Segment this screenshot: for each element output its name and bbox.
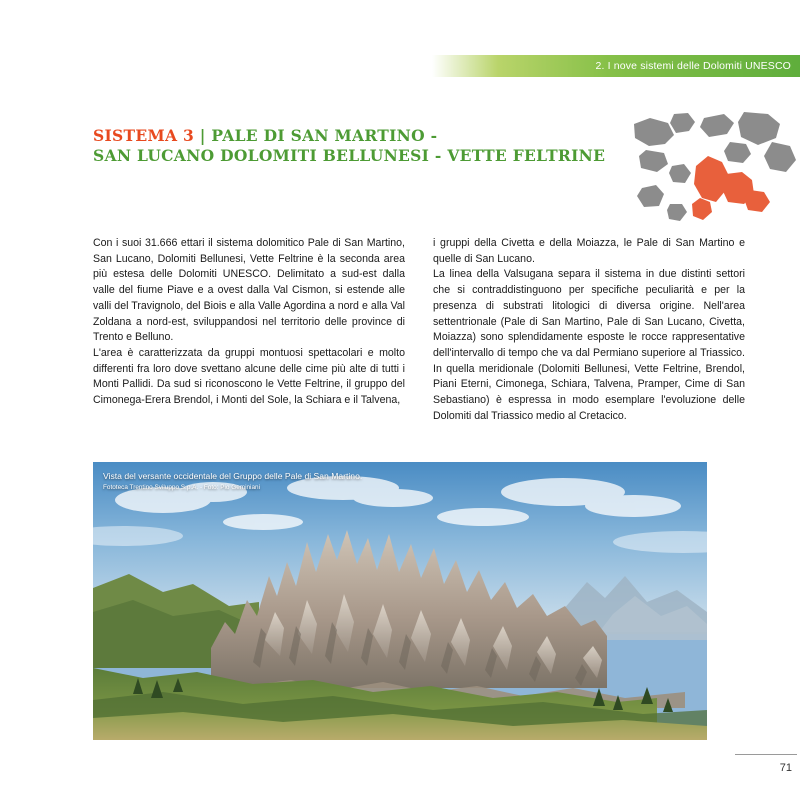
pale-di-san-martino-photo [93, 462, 707, 740]
running-header-bar [432, 55, 800, 77]
photo-caption-line-2: Fototeca Trentino Sviluppo S.p.A. - Foto: Pio Geminiani [103, 484, 261, 491]
paragraph: L'area è caratterizzata da gruppi montuosi spettacolari e molto differenti fra loro dove svettano alcune delle cime più alte di tutti i Monti Pallidi. Da sud si riconoscono le Vette Feltrine, il gruppo del Cimonega-Erera Brendol, i Monti del Sole, la Schiara e il Talvena, [93, 346, 405, 407]
dolomiti-systems-locator-map [612, 112, 800, 232]
title-line-2: SAN LUCANO DOLOMITI BELLUNESI - VETTE FELTRINE [93, 146, 606, 165]
running-header-title: 2. I nove sistemi delle Dolomiti UNESCO [595, 60, 791, 72]
page-number: 71 [779, 762, 792, 774]
footer-divider [735, 754, 797, 755]
title-separator: | [199, 126, 206, 145]
body-column-left [93, 236, 405, 409]
body-column-right [433, 236, 745, 424]
photo-caption-line-1: Vista del versante occidentale del Gruppo delle Pale di San Martino. [103, 471, 363, 481]
page-title [93, 126, 613, 166]
title-line-1 [93, 126, 613, 146]
paragraph: Con i suoi 31.666 ettari il sistema dolomitico Pale di San Martino, San Lucano, Dolomiti Bellunesi, Vette Feltrine è la seconda area più estesa delle Dolomiti UNESCO. Delimitato a sud-est dalla valle del fiume Piave e a ovest dalla Val Cismon, si estende alle valli del Travignolo, del Biois e alla Valle Agordina a nord e alla Val Zoldana a nord-est, sviluppandosi nel territorio delle province di Trento e Belluno. [93, 237, 405, 344]
photo-caption [103, 470, 362, 493]
title-text-1: PALE DI SAN MARTINO - [211, 126, 438, 145]
paragraph: La linea della Valsugana separa il sistema in due distinti settori che si contraddistinguono per specifiche peculiarità e per la presenza di substrati litologici di diversa origine. Nell'area settentrionale (Pale di San Martino, Pale di San Lucano, Civetta, Moiazza) sono splendidamente esposte le rocce rappresentative dell'intervallo di tempo che va dal Permiano superiore al Triassico. In quella meridionale (Dolomiti Bellunesi, Vette Feltrine, Brendol, Piani Eterni, Cimonega, Schiara, Talvena, Pramper, Cime di San Sebastiano) è espressa in modo esemplare l'evoluzione delle Dolomiti dal Triassico medio al Cretacico. [433, 268, 745, 422]
system-label: SISTEMA 3 [93, 126, 195, 145]
paragraph: i gruppi della Civetta e della Moiazza, le Pale di San Martino e quelle di San Lucano. [433, 237, 745, 265]
